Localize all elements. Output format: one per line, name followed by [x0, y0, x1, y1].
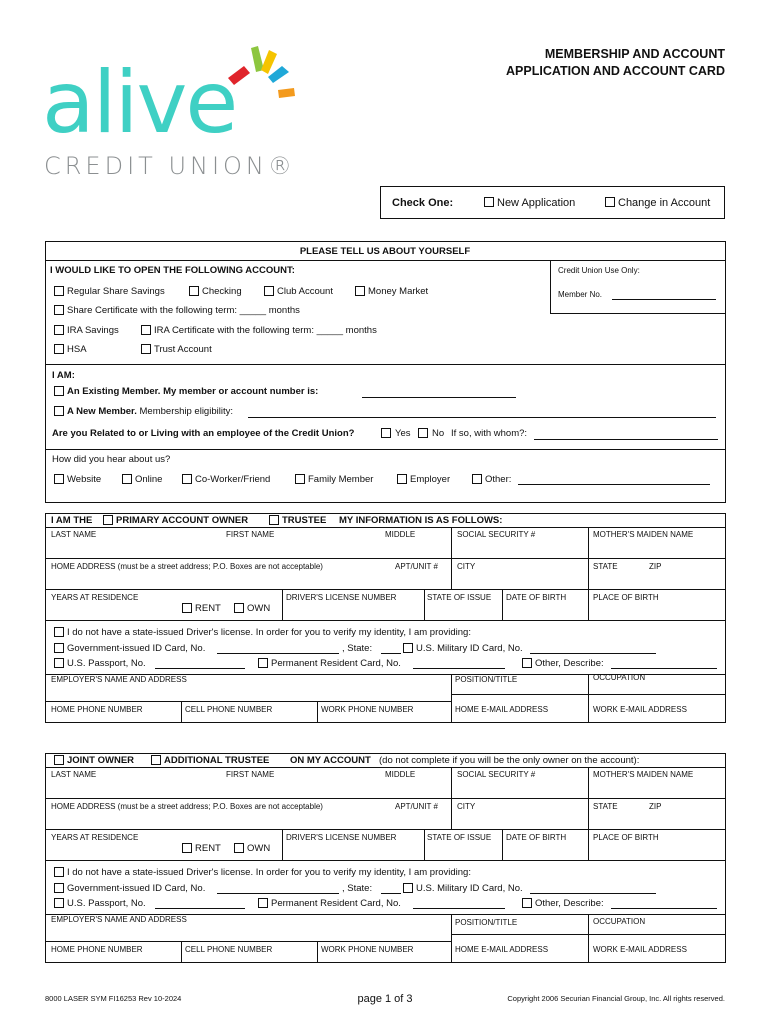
related-whom-label: If so, with whom?:: [451, 428, 528, 439]
related-yes-checkbox[interactable]: [381, 428, 391, 438]
club-account-checkbox[interactable]: [264, 286, 274, 296]
form-title-line-2: APPLICATION AND ACCOUNT CARD: [506, 64, 725, 78]
joint-years-label: YEARS AT RESIDENCE: [51, 833, 139, 842]
joint-own-label: OWN: [247, 843, 271, 854]
joint-home-phone-label: HOME PHONE NUMBER: [51, 945, 143, 954]
joint-first-name-label: FIRST NAME: [226, 770, 275, 779]
joint-apt-label: APT/UNIT #: [395, 802, 438, 811]
joint-gov-id-field[interactable]: [217, 893, 339, 894]
joint-home-email-label: HOME E-MAIL ADDRESS: [455, 945, 549, 954]
money-market-checkbox[interactable]: [355, 286, 365, 296]
member-no-label: Member No.: [558, 290, 603, 299]
passport-checkbox[interactable]: [54, 658, 64, 668]
regular-share-checkbox[interactable]: [54, 286, 64, 296]
joint-other-id-field[interactable]: [611, 908, 717, 909]
on-my-account-label: ON MY ACCOUNT: [290, 755, 371, 766]
joint-note: (do not complete if you will be the only owner on the account):: [379, 755, 640, 766]
hear-coworker-checkbox[interactable]: [182, 474, 192, 484]
joint-passport-field[interactable]: [155, 908, 245, 909]
hear-online-label: Online: [135, 474, 163, 485]
copyright: Copyright 2006 Securian Financial Group, Inc. All rights reserved.: [507, 994, 725, 1003]
passport-label: U.S. Passport, No.: [67, 658, 146, 669]
joint-military-id-label: U.S. Military ID Card, No.: [416, 883, 523, 894]
i-am-the-label: I AM THE: [51, 515, 93, 526]
check-one-label: Check One:: [392, 197, 454, 209]
gov-id-state-label: , State:: [342, 643, 373, 654]
additional-trustee-label: ADDITIONAL TRUSTEE: [164, 755, 270, 766]
joint-owner-label: JOINT OWNER: [67, 755, 135, 766]
joint-city-label: CITY: [457, 802, 476, 811]
joint-dob-label: DATE OF BIRTH: [506, 833, 567, 842]
gov-id-checkbox[interactable]: [54, 643, 64, 653]
hear-website-checkbox[interactable]: [54, 474, 64, 484]
new-application-label: New Application: [497, 197, 576, 209]
city-label: CITY: [457, 562, 476, 571]
form-title-line-1: MEMBERSHIP AND ACCOUNT: [544, 47, 725, 61]
last-name-label: LAST NAME: [51, 530, 97, 539]
joint-last-name-label: LAST NAME: [51, 770, 97, 779]
hear-online-checkbox[interactable]: [122, 474, 132, 484]
hear-employer-checkbox[interactable]: [397, 474, 407, 484]
logo-wordmark: alive: [42, 53, 237, 153]
joint-pob-label: PLACE OF BIRTH: [593, 833, 659, 842]
additional-trustee-checkbox[interactable]: [151, 755, 161, 765]
joint-passport-checkbox[interactable]: [54, 898, 64, 908]
apt-label: APT/UNIT #: [395, 562, 438, 571]
maiden-name-label: MOTHER'S MAIDEN NAME: [593, 530, 694, 539]
joint-state-label: STATE: [593, 802, 618, 811]
joint-other-id-label: Other, Describe:: [535, 898, 604, 909]
joint-gov-id-state-label: , State:: [342, 883, 373, 894]
ira-cert-checkbox[interactable]: [141, 325, 151, 335]
hear-coworker-label: Co-Worker/Friend: [195, 474, 271, 485]
joint-gov-id-checkbox[interactable]: [54, 883, 64, 893]
my-info-label: MY INFORMATION IS AS FOLLOWS:: [339, 515, 503, 526]
existing-member-field[interactable]: [362, 397, 516, 398]
related-no-label: No: [432, 428, 445, 439]
position-label: POSITION/TITLE: [455, 675, 518, 684]
rent-label: RENT: [195, 603, 221, 614]
work-email-label: WORK E-MAIL ADDRESS: [593, 705, 687, 714]
joint-middle-label: MIDDLE: [385, 770, 416, 779]
joint-work-email-label: WORK E-MAIL ADDRESS: [593, 945, 687, 954]
eligibility-field[interactable]: [248, 417, 716, 418]
hear-other-label: Other:: [485, 474, 512, 485]
joint-gov-id-state-field[interactable]: [381, 893, 401, 894]
open-account-label: I WOULD LIKE TO OPEN THE FOLLOWING ACCOUNT:: [50, 265, 295, 276]
ira-savings-checkbox[interactable]: [54, 325, 64, 335]
joint-rent-label: RENT: [195, 843, 221, 854]
share-cert-checkbox[interactable]: [54, 305, 64, 315]
military-id-field[interactable]: [530, 653, 656, 654]
form-id: 8000 LASER SYM FI16253 Rev 10-2024: [45, 994, 182, 1003]
logo: [30, 40, 300, 190]
joint-position-label: POSITION/TITLE: [455, 918, 518, 927]
joint-home-address-label: HOME ADDRESS (must be a street address; P.O. Boxes are not acceptable): [51, 802, 323, 811]
existing-member-label: An Existing Member. My member or account number is:: [67, 386, 319, 397]
joint-owner-checkbox[interactable]: [54, 755, 64, 765]
years-at-residence-label: YEARS AT RESIDENCE: [51, 593, 139, 602]
trustee-label: TRUSTEE: [282, 515, 327, 526]
first-name-label: FIRST NAME: [226, 530, 275, 539]
joint-state-of-issue-label: STATE OF ISSUE: [427, 833, 492, 842]
no-dl-label: I do not have a state-issued Driver's license. In order for you to verify my identity, I am providing:: [67, 627, 471, 638]
related-yes-label: Yes: [395, 428, 411, 439]
change-in-account-label: Change in Account: [618, 197, 711, 209]
hsa-checkbox[interactable]: [54, 344, 64, 354]
middle-label: MIDDLE: [385, 530, 416, 539]
hear-employer-label: Employer: [410, 474, 451, 485]
dob-label: DATE OF BIRTH: [506, 593, 567, 602]
employer-label: EMPLOYER'S NAME AND ADDRESS: [51, 675, 187, 684]
other-id-checkbox[interactable]: [522, 658, 532, 668]
new-member-bold: A New Member.: [67, 406, 137, 417]
hear-website-label: Website: [67, 474, 102, 485]
new-member-label: [67, 407, 233, 417]
zip-label: ZIP: [649, 562, 662, 571]
hear-other-field[interactable]: [518, 484, 710, 485]
hear-family-checkbox[interactable]: [295, 474, 305, 484]
joint-other-id-checkbox[interactable]: [522, 898, 532, 908]
related-whom-field[interactable]: [534, 439, 718, 440]
related-no-checkbox[interactable]: [418, 428, 428, 438]
joint-no-dl-label: I do not have a state-issued Driver's license. In order for you to verify my identity, I am providing:: [67, 867, 471, 878]
joint-passport-label: U.S. Passport, No.: [67, 898, 146, 909]
gov-id-label: Government-issued ID Card, No.: [67, 643, 206, 654]
own-label: OWN: [247, 603, 271, 614]
passport-field[interactable]: [155, 668, 245, 669]
joint-ssn-label: SOCIAL SECURITY #: [457, 770, 536, 779]
other-id-field[interactable]: [611, 668, 717, 669]
existing-member-checkbox[interactable]: [54, 386, 64, 396]
new-application-checkbox[interactable]: [484, 197, 494, 207]
joint-section: [45, 753, 726, 963]
joint-occupation-label: OCCUPATION: [593, 917, 646, 926]
no-dl-checkbox[interactable]: [54, 627, 64, 637]
hear-family-label: Family Member: [308, 474, 374, 485]
joint-employer-label: EMPLOYER'S NAME AND ADDRESS: [51, 915, 187, 924]
dl-label: DRIVER'S LICENSE NUMBER: [286, 593, 397, 602]
form-title: [506, 46, 725, 80]
hsa-label: HSA: [67, 344, 87, 355]
joint-maiden-name-label: MOTHER'S MAIDEN NAME: [593, 770, 694, 779]
member-no-field[interactable]: [612, 299, 716, 300]
primary-owner-checkbox[interactable]: [103, 515, 113, 525]
trust-account-label: Trust Account: [154, 344, 212, 355]
joint-no-dl-checkbox[interactable]: [54, 867, 64, 877]
home-address-label: HOME ADDRESS (must be a street address; P.O. Boxes are not acceptable): [51, 562, 323, 571]
military-id-checkbox[interactable]: [403, 643, 413, 653]
hear-label: How did you hear about us?: [52, 454, 171, 465]
joint-military-id-checkbox[interactable]: [403, 883, 413, 893]
rent-checkbox[interactable]: [182, 603, 192, 613]
cell-phone-label: CELL PHONE NUMBER: [185, 705, 273, 714]
state-label: STATE: [593, 562, 618, 571]
regular-share-label: Regular Share Savings: [67, 286, 165, 297]
joint-own-checkbox[interactable]: [234, 843, 244, 853]
gov-id-field[interactable]: [217, 653, 339, 654]
related-question: Are you Related to or Living with an employee of the Credit Union?: [52, 428, 355, 439]
military-id-label: U.S. Military ID Card, No.: [416, 643, 523, 654]
resident-card-field[interactable]: [413, 668, 505, 669]
ssn-label: SOCIAL SECURITY #: [457, 530, 536, 539]
money-market-label: Money Market: [368, 286, 429, 297]
change-in-account-checkbox[interactable]: [605, 197, 615, 207]
joint-gov-id-label: Government-issued ID Card, No.: [67, 883, 206, 894]
share-cert-label: Share Certificate with the following term: _____ months: [67, 305, 300, 316]
ira-savings-label: IRA Savings: [67, 325, 119, 336]
joint-zip-label: ZIP: [649, 802, 662, 811]
joint-resident-card-checkbox[interactable]: [258, 898, 268, 908]
new-member-checkbox[interactable]: [54, 406, 64, 416]
checking-label: Checking: [202, 286, 242, 297]
joint-resident-card-label: Permanent Resident Card, No.: [271, 898, 401, 909]
checking-checkbox[interactable]: [189, 286, 199, 296]
primary-owner-label: PRIMARY ACCOUNT OWNER: [116, 515, 249, 526]
page-number: page 1 of 3: [357, 993, 413, 1005]
eligibility-label: Membership eligibility:: [139, 406, 233, 417]
i-am-label: I AM:: [52, 370, 75, 381]
trust-account-checkbox[interactable]: [141, 344, 151, 354]
ira-cert-label: IRA Certificate with the following term: _____ months: [154, 325, 377, 336]
gov-id-state-field[interactable]: [381, 653, 401, 654]
other-id-label: Other, Describe:: [535, 658, 604, 669]
joint-military-id-field[interactable]: [530, 893, 656, 894]
pob-label: PLACE OF BIRTH: [593, 593, 659, 602]
hear-other-checkbox[interactable]: [472, 474, 482, 484]
joint-resident-card-field[interactable]: [413, 908, 505, 909]
resident-card-checkbox[interactable]: [258, 658, 268, 668]
joint-rent-checkbox[interactable]: [182, 843, 192, 853]
joint-work-phone-label: WORK PHONE NUMBER: [321, 945, 414, 954]
occupation-label: OCCUPATION: [593, 673, 646, 682]
resident-card-label: Permanent Resident Card, No.: [271, 658, 401, 669]
primary-section: [45, 513, 726, 723]
trustee-checkbox[interactable]: [269, 515, 279, 525]
state-of-issue-label: STATE OF ISSUE: [427, 593, 492, 602]
joint-cell-phone-label: CELL PHONE NUMBER: [185, 945, 273, 954]
logo-subtitle: CREDIT UNION®: [44, 152, 296, 180]
club-account-label: Club Account: [277, 286, 333, 297]
work-phone-label: WORK PHONE NUMBER: [321, 705, 414, 714]
joint-dl-label: DRIVER'S LICENSE NUMBER: [286, 833, 397, 842]
home-email-label: HOME E-MAIL ADDRESS: [455, 705, 549, 714]
cu-use-label: Credit Union Use Only:: [558, 266, 640, 275]
own-checkbox[interactable]: [234, 603, 244, 613]
home-phone-label: HOME PHONE NUMBER: [51, 705, 143, 714]
about-title: PLEASE TELL US ABOUT YOURSELF: [299, 246, 471, 257]
